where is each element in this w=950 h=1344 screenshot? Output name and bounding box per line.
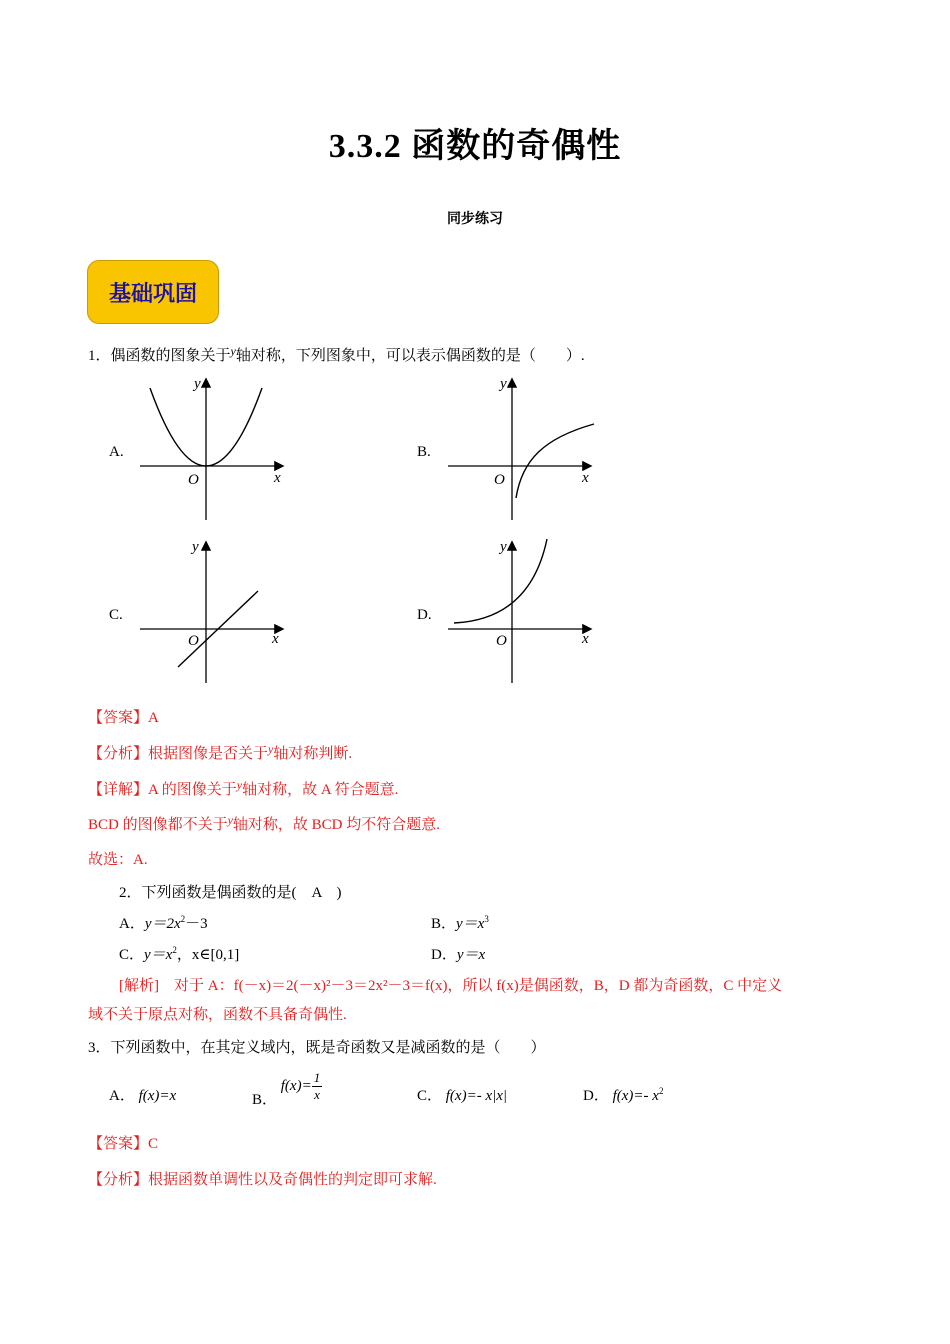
log-curve — [516, 424, 594, 498]
y-label: y — [194, 376, 201, 392]
q3-analysis: 【分析】根据函数单调性以及奇偶性的判定即可求解. — [88, 1172, 437, 1188]
origin-label: O — [494, 472, 505, 488]
q1-option-b-label: B. — [417, 444, 431, 460]
q2-option-a: A．$y=2x^2-3$ — [119, 914, 208, 932]
origin-label: O — [188, 633, 199, 649]
q1-option-c-label: C. — [109, 607, 123, 623]
q3-option-a: A． f(x)=x — [109, 1088, 177, 1104]
q3-answer: 【答案】C — [88, 1136, 159, 1152]
q3-stem: 3．下列函数中，在其定义域内，既是奇函数又是减函数的是（ ） — [88, 1040, 546, 1056]
q3-option-c: C． f(x)=- x|x| — [417, 1088, 508, 1104]
origin-label: O — [496, 633, 507, 649]
x-label: x — [272, 631, 279, 647]
q1-graph-a — [136, 372, 296, 522]
q3-option-b: B． f(x)= $\frac{1}{x}$ — [252, 1070, 321, 1108]
x-label: x — [582, 470, 589, 486]
q1-choose: 故选：A. — [88, 852, 148, 868]
q2-explain-line1: [解析] 对于 A：f(－x)＝2(－x)²－3＝2x²－3＝f(x)，所以 f(x)是偶函数，B，D 都为奇函数，C 中定义 — [119, 978, 783, 994]
q1-graph-c — [136, 535, 296, 685]
page-title: 3.3.2 函数的奇偶性 — [328, 128, 622, 165]
q1-option-a-label: A. — [109, 444, 124, 460]
section-badge: 基础巩固 — [87, 260, 219, 324]
page-subtitle: 同步练习 — [447, 212, 503, 227]
q1-analysis: 【分析】根据图像是否关于$^y$轴对称判断. — [88, 742, 353, 762]
q2-option-b: B．$y=x^3$ — [431, 914, 489, 932]
y-label: y — [500, 376, 507, 392]
q1-detail-2: BCD 的图像都不关于$^y$轴对称，故 BCD 均不符合题意. — [88, 813, 441, 833]
q1-graph-b — [444, 372, 604, 522]
q3-option-d: D． f(x)=- $x^2$ — [583, 1086, 664, 1104]
x-label: x — [582, 631, 589, 647]
origin-label: O — [188, 472, 199, 488]
x-label: x — [274, 470, 281, 486]
y-label: y — [500, 539, 507, 555]
q2-option-c: C．$y=x^2$，x∈[0,1] — [119, 945, 240, 963]
q1-graph-d — [444, 535, 604, 685]
q2-option-d: D．y＝x — [431, 947, 486, 963]
q2-explain-line2: 域不关于原点对称，函数不具备奇偶性. — [88, 1007, 347, 1023]
q1-detail: 【详解】A 的图像关于$^y$轴对称，故 A 符合题意. — [88, 778, 399, 798]
q1-option-d-label: D. — [417, 607, 432, 623]
q2-stem: 2．下列函数是偶函数的是( A ) — [119, 885, 342, 901]
q1-answer: 【答案】A — [88, 710, 159, 726]
y-label: y — [192, 539, 199, 555]
q1-stem: 1．偶函数的图象关于$^y$轴对称，下列图象中，可以表示偶函数的是（ ）. — [88, 344, 585, 364]
